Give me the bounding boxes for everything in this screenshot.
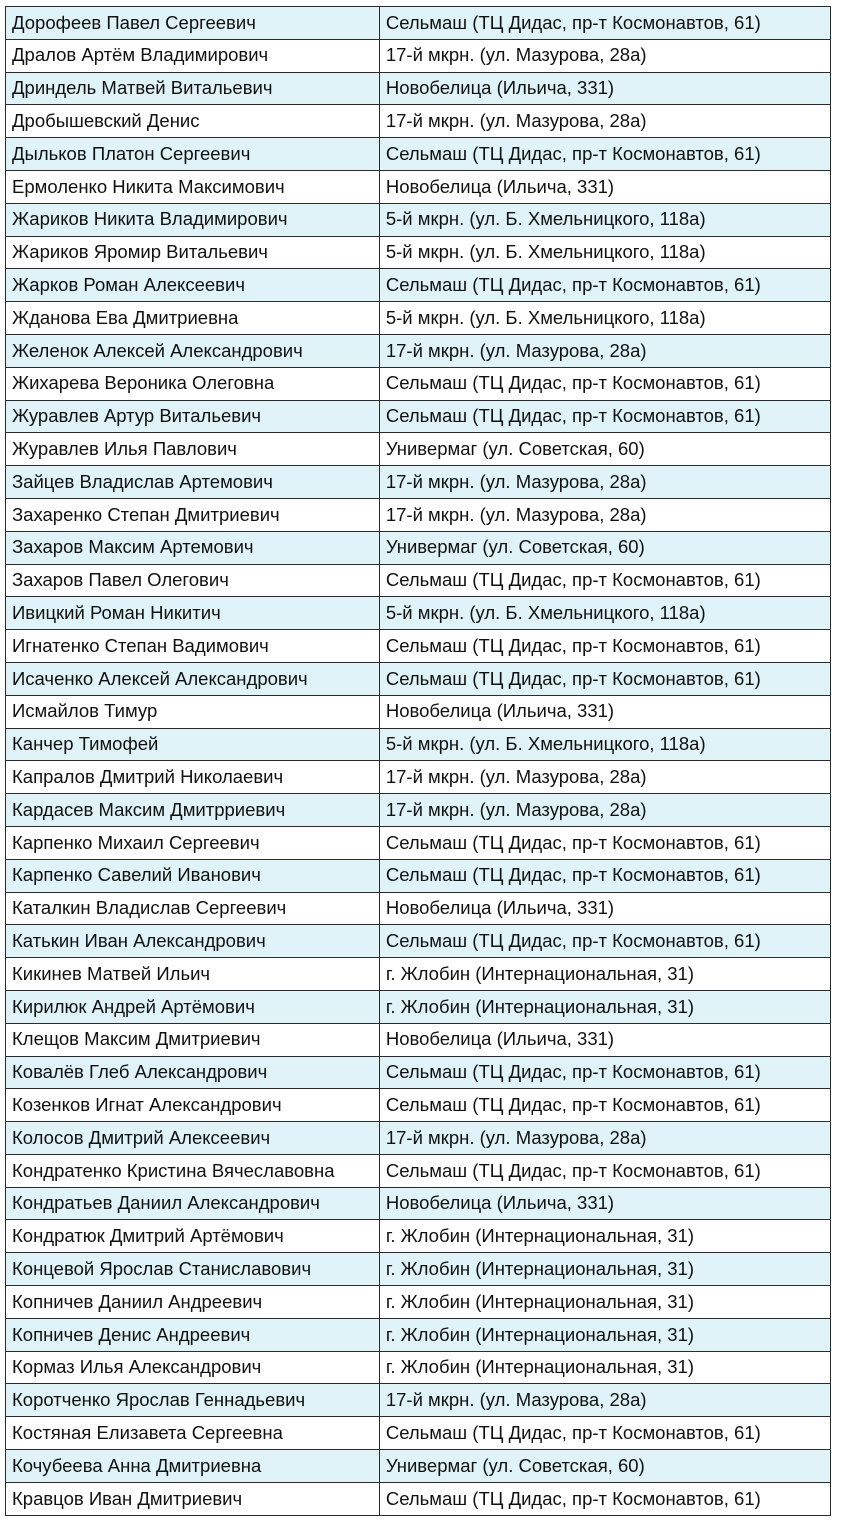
student-name-cell: Козенков Игнат Александрович bbox=[6, 1089, 380, 1122]
table-row bbox=[6, 1253, 831, 1286]
student-name-cell: Копничев Даниил Андреевич bbox=[6, 1286, 380, 1319]
table-row bbox=[6, 1056, 831, 1089]
table-row bbox=[6, 1351, 831, 1384]
location-cell: Сельмаш (ТЦ Дидас, пр-т Космонавтов, 61) bbox=[379, 138, 830, 171]
table-row bbox=[6, 859, 831, 892]
table-row bbox=[6, 203, 831, 236]
student-name-cell: Журавлев Илья Павлович bbox=[6, 433, 380, 466]
student-name-cell: Кондратьев Даниил Александрович bbox=[6, 1187, 380, 1220]
student-name-cell: Жарков Роман Алексеевич bbox=[6, 269, 380, 302]
location-cell: Сельмаш (ТЦ Дидас, пр-т Космонавтов, 61) bbox=[379, 269, 830, 302]
location-cell: Сельмаш (ТЦ Дидас, пр-т Космонавтов, 61) bbox=[379, 367, 830, 400]
location-cell: Сельмаш (ТЦ Дидас, пр-т Космонавтов, 61) bbox=[379, 859, 830, 892]
location-cell: Сельмаш (ТЦ Дидас, пр-т Космонавтов, 61) bbox=[379, 662, 830, 695]
table-row bbox=[6, 39, 831, 72]
roster-table bbox=[5, 6, 831, 1516]
location-cell: Сельмаш (ТЦ Дидас, пр-т Космонавтов, 61) bbox=[379, 400, 830, 433]
table-row bbox=[6, 367, 831, 400]
location-cell: Новобелица (Ильича, 331) bbox=[379, 72, 830, 105]
student-name-cell: Каталкин Владислав Сергеевич bbox=[6, 892, 380, 925]
table-row bbox=[6, 72, 831, 105]
student-name-cell: Кравцов Иван Дмитриевич bbox=[6, 1482, 380, 1515]
student-name-cell: Ивицкий Роман Никитич bbox=[6, 597, 380, 630]
table-row bbox=[6, 1122, 831, 1155]
student-name-cell: Жданова Ева Дмитриевна bbox=[6, 302, 380, 335]
location-cell: Новобелица (Ильича, 331) bbox=[379, 170, 830, 203]
location-cell: г. Жлобин (Интернациональная, 31) bbox=[379, 1220, 830, 1253]
location-cell: Сельмаш (ТЦ Дидас, пр-т Космонавтов, 61) bbox=[379, 1056, 830, 1089]
student-name-cell: Карпенко Савелий Иванович bbox=[6, 859, 380, 892]
location-cell: Новобелица (Ильича, 331) bbox=[379, 695, 830, 728]
location-cell: 5-й мкрн. (ул. Б. Хмельницкого, 118а) bbox=[379, 302, 830, 335]
student-name-cell: Кирилюк Андрей Артёмович bbox=[6, 990, 380, 1023]
location-cell: 5-й мкрн. (ул. Б. Хмельницкого, 118а) bbox=[379, 203, 830, 236]
table-row bbox=[6, 138, 831, 171]
student-name-cell: Капралов Дмитрий Николаевич bbox=[6, 761, 380, 794]
student-name-cell: Захаренко Степан Дмитриевич bbox=[6, 498, 380, 531]
table-row bbox=[6, 1089, 831, 1122]
location-cell: 17-й мкрн. (ул. Мазурова, 28а) bbox=[379, 761, 830, 794]
student-name-cell: Дорофеев Павел Сергеевич bbox=[6, 7, 380, 40]
table-row bbox=[6, 1450, 831, 1483]
table-row bbox=[6, 958, 831, 991]
student-name-cell: Ковалёв Глеб Александрович bbox=[6, 1056, 380, 1089]
student-name-cell: Жариков Яромир Витальевич bbox=[6, 236, 380, 269]
location-cell: г. Жлобин (Интернациональная, 31) bbox=[379, 1318, 830, 1351]
table-row bbox=[6, 1384, 831, 1417]
location-cell: г. Жлобин (Интернациональная, 31) bbox=[379, 1286, 830, 1319]
location-cell: Универмаг (ул. Советская, 60) bbox=[379, 433, 830, 466]
student-name-cell: Кикинев Матвей Ильич bbox=[6, 958, 380, 991]
student-name-cell: Захаров Максим Артемович bbox=[6, 531, 380, 564]
student-name-cell: Захаров Павел Олегович bbox=[6, 564, 380, 597]
table-row bbox=[6, 1187, 831, 1220]
table-row bbox=[6, 1023, 831, 1056]
table-row bbox=[6, 761, 831, 794]
table-row bbox=[6, 794, 831, 827]
student-name-cell: Жихарева Вероника Олеговна bbox=[6, 367, 380, 400]
student-name-cell: Журавлев Артур Витальевич bbox=[6, 400, 380, 433]
student-name-cell: Жариков Никита Владимирович bbox=[6, 203, 380, 236]
location-cell: Сельмаш (ТЦ Дидас, пр-т Космонавтов, 61) bbox=[379, 1417, 830, 1450]
student-name-cell: Желенок Алексей Александрович bbox=[6, 334, 380, 367]
location-cell: Сельмаш (ТЦ Дидас, пр-т Космонавтов, 61) bbox=[379, 1482, 830, 1515]
location-cell: Сельмаш (ТЦ Дидас, пр-т Космонавтов, 61) bbox=[379, 826, 830, 859]
location-cell: 17-й мкрн. (ул. Мазурова, 28а) bbox=[379, 105, 830, 138]
location-cell: г. Жлобин (Интернациональная, 31) bbox=[379, 958, 830, 991]
location-cell: Новобелица (Ильича, 331) bbox=[379, 892, 830, 925]
roster-table-body bbox=[6, 7, 831, 1516]
location-cell: 17-й мкрн. (ул. Мазурова, 28а) bbox=[379, 1384, 830, 1417]
student-name-cell: Исмайлов Тимур bbox=[6, 695, 380, 728]
table-row bbox=[6, 1220, 831, 1253]
location-cell: Сельмаш (ТЦ Дидас, пр-т Космонавтов, 61) bbox=[379, 630, 830, 663]
location-cell: Сельмаш (ТЦ Дидас, пр-т Космонавтов, 61) bbox=[379, 925, 830, 958]
table-row bbox=[6, 269, 831, 302]
student-name-cell: Концевой Ярослав Станиславович bbox=[6, 1253, 380, 1286]
location-cell: 17-й мкрн. (ул. Мазурова, 28а) bbox=[379, 1122, 830, 1155]
student-name-cell: Канчер Тимофей bbox=[6, 728, 380, 761]
table-row bbox=[6, 236, 831, 269]
table-row bbox=[6, 925, 831, 958]
table-row bbox=[6, 662, 831, 695]
table-row bbox=[6, 695, 831, 728]
table-row bbox=[6, 630, 831, 663]
student-name-cell: Исаченко Алексей Александрович bbox=[6, 662, 380, 695]
table-row bbox=[6, 597, 831, 630]
table-row bbox=[6, 826, 831, 859]
table-row bbox=[6, 892, 831, 925]
student-name-cell: Кондратюк Дмитрий Артёмович bbox=[6, 1220, 380, 1253]
location-cell: Универмаг (ул. Советская, 60) bbox=[379, 531, 830, 564]
table-row bbox=[6, 1482, 831, 1515]
table-row bbox=[6, 531, 831, 564]
student-name-cell: Кочубеева Анна Дмитриевна bbox=[6, 1450, 380, 1483]
table-row bbox=[6, 170, 831, 203]
student-name-cell: Зайцев Владислав Артемович bbox=[6, 466, 380, 499]
table-row bbox=[6, 1154, 831, 1187]
student-name-cell: Игнатенко Степан Вадимович bbox=[6, 630, 380, 663]
table-row bbox=[6, 564, 831, 597]
table-row bbox=[6, 105, 831, 138]
location-cell: Сельмаш (ТЦ Дидас, пр-т Космонавтов, 61) bbox=[379, 7, 830, 40]
student-name-cell: Костяная Елизавета Сергеевна bbox=[6, 1417, 380, 1450]
student-name-cell: Катькин Иван Александрович bbox=[6, 925, 380, 958]
table-row bbox=[6, 302, 831, 335]
table-row bbox=[6, 728, 831, 761]
table-row bbox=[6, 7, 831, 40]
student-name-cell: Карпенко Михаил Сергеевич bbox=[6, 826, 380, 859]
student-name-cell: Копничев Денис Андреевич bbox=[6, 1318, 380, 1351]
location-cell: 5-й мкрн. (ул. Б. Хмельницкого, 118а) bbox=[379, 728, 830, 761]
location-cell: г. Жлобин (Интернациональная, 31) bbox=[379, 1253, 830, 1286]
student-name-cell: Дриндель Матвей Витальевич bbox=[6, 72, 380, 105]
student-name-cell: Кормаз Илья Александрович bbox=[6, 1351, 380, 1384]
location-cell: г. Жлобин (Интернациональная, 31) bbox=[379, 1351, 830, 1384]
location-cell: Сельмаш (ТЦ Дидас, пр-т Космонавтов, 61) bbox=[379, 1154, 830, 1187]
table-row bbox=[6, 433, 831, 466]
location-cell: 17-й мкрн. (ул. Мазурова, 28а) bbox=[379, 466, 830, 499]
student-name-cell: Дыльков Платон Сергеевич bbox=[6, 138, 380, 171]
student-name-cell: Кардасев Максим Дмитрриевич bbox=[6, 794, 380, 827]
table-row bbox=[6, 466, 831, 499]
location-cell: г. Жлобин (Интернациональная, 31) bbox=[379, 990, 830, 1023]
table-row bbox=[6, 1286, 831, 1319]
location-cell: 17-й мкрн. (ул. Мазурова, 28а) bbox=[379, 794, 830, 827]
location-cell: Новобелица (Ильича, 331) bbox=[379, 1187, 830, 1220]
student-name-cell: Ермоленко Никита Максимович bbox=[6, 170, 380, 203]
location-cell: 17-й мкрн. (ул. Мазурова, 28а) bbox=[379, 334, 830, 367]
location-cell: 17-й мкрн. (ул. Мазурова, 28а) bbox=[379, 498, 830, 531]
table-row bbox=[6, 1417, 831, 1450]
location-cell: Универмаг (ул. Советская, 60) bbox=[379, 1450, 830, 1483]
location-cell: Сельмаш (ТЦ Дидас, пр-т Космонавтов, 61) bbox=[379, 564, 830, 597]
student-name-cell: Дробышевский Денис bbox=[6, 105, 380, 138]
table-row bbox=[6, 334, 831, 367]
location-cell: Новобелица (Ильича, 331) bbox=[379, 1023, 830, 1056]
location-cell: Сельмаш (ТЦ Дидас, пр-т Космонавтов, 61) bbox=[379, 1089, 830, 1122]
location-cell: 5-й мкрн. (ул. Б. Хмельницкого, 118а) bbox=[379, 236, 830, 269]
location-cell: 5-й мкрн. (ул. Б. Хмельницкого, 118а) bbox=[379, 597, 830, 630]
student-name-cell: Клещов Максим Дмитриевич bbox=[6, 1023, 380, 1056]
table-row bbox=[6, 400, 831, 433]
student-name-cell: Коротченко Ярослав Геннадьевич bbox=[6, 1384, 380, 1417]
table-row bbox=[6, 990, 831, 1023]
table-row bbox=[6, 1318, 831, 1351]
table-row bbox=[6, 498, 831, 531]
location-cell: 17-й мкрн. (ул. Мазурова, 28а) bbox=[379, 39, 830, 72]
student-name-cell: Дралов Артём Владимирович bbox=[6, 39, 380, 72]
student-name-cell: Колосов Дмитрий Алексеевич bbox=[6, 1122, 380, 1155]
student-name-cell: Кондратенко Кристина Вячеславовна bbox=[6, 1154, 380, 1187]
